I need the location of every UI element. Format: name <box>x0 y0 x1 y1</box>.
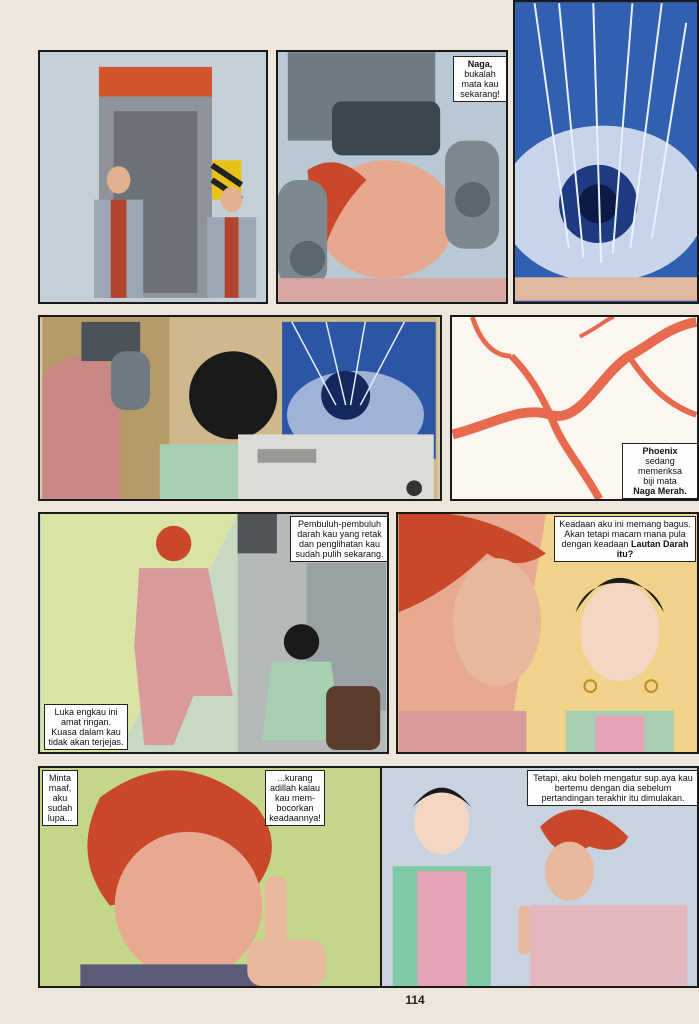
panel-lab <box>38 512 389 754</box>
panel-eye <box>513 0 699 304</box>
guards-illustration <box>40 52 266 302</box>
caption-line: biji mata <box>643 476 677 486</box>
panel-conversation <box>396 512 699 754</box>
speech-bubble: ...kurang adillah kalau kau mem-bocorkan keadaannya! <box>265 770 325 826</box>
caption-line: memeriksa <box>637 466 682 476</box>
page-number: 114 <box>405 993 425 1007</box>
panel-visor <box>276 50 508 304</box>
bubble-line: sekarang! <box>460 89 500 99</box>
speech-bubble <box>453 56 507 102</box>
caption-line: sedang <box>645 456 675 466</box>
finger-illustration <box>40 768 380 986</box>
speech-bubble <box>554 516 696 562</box>
bubble-line: Naga, <box>467 59 493 69</box>
speech-bubble: Tetapi, aku boleh mengatur sup.aya kau bertemu dengan dia sebelum pertandingan terakhir itu dimulakan. <box>527 770 699 806</box>
panel-finger <box>38 766 382 988</box>
panel-console <box>38 315 442 501</box>
eye-illustration <box>515 2 697 302</box>
panel-meeting <box>380 766 699 988</box>
bubble-line: bukalah <box>464 69 496 79</box>
bubble-text-emphasis: Lautan Darah itu? <box>616 539 689 559</box>
bubble-line: mata kau <box>461 79 499 89</box>
caption-line: Naga Merah. <box>633 486 687 496</box>
panel-veins <box>450 315 699 501</box>
caption-line: Phoenix <box>642 446 678 456</box>
narration-caption: Luka engkau ini amat ringan. Kuasa dalam kau tidak akan terjejas. <box>44 704 128 750</box>
narration-caption <box>622 443 698 499</box>
speech-bubble: Pembuluh-pembuluh darah kau yang retak dan penglihatan kau sudah pulih sekarang. <box>290 516 389 562</box>
bubble-text: Keadaan aku ini memang bagus. Akan tetapi macam mana pula dengan keadaan <box>559 519 691 549</box>
panel-guards <box>38 50 268 304</box>
console-illustration <box>40 317 440 499</box>
speech-bubble: Minta maaf, aku sudah lupa... <box>42 770 78 826</box>
